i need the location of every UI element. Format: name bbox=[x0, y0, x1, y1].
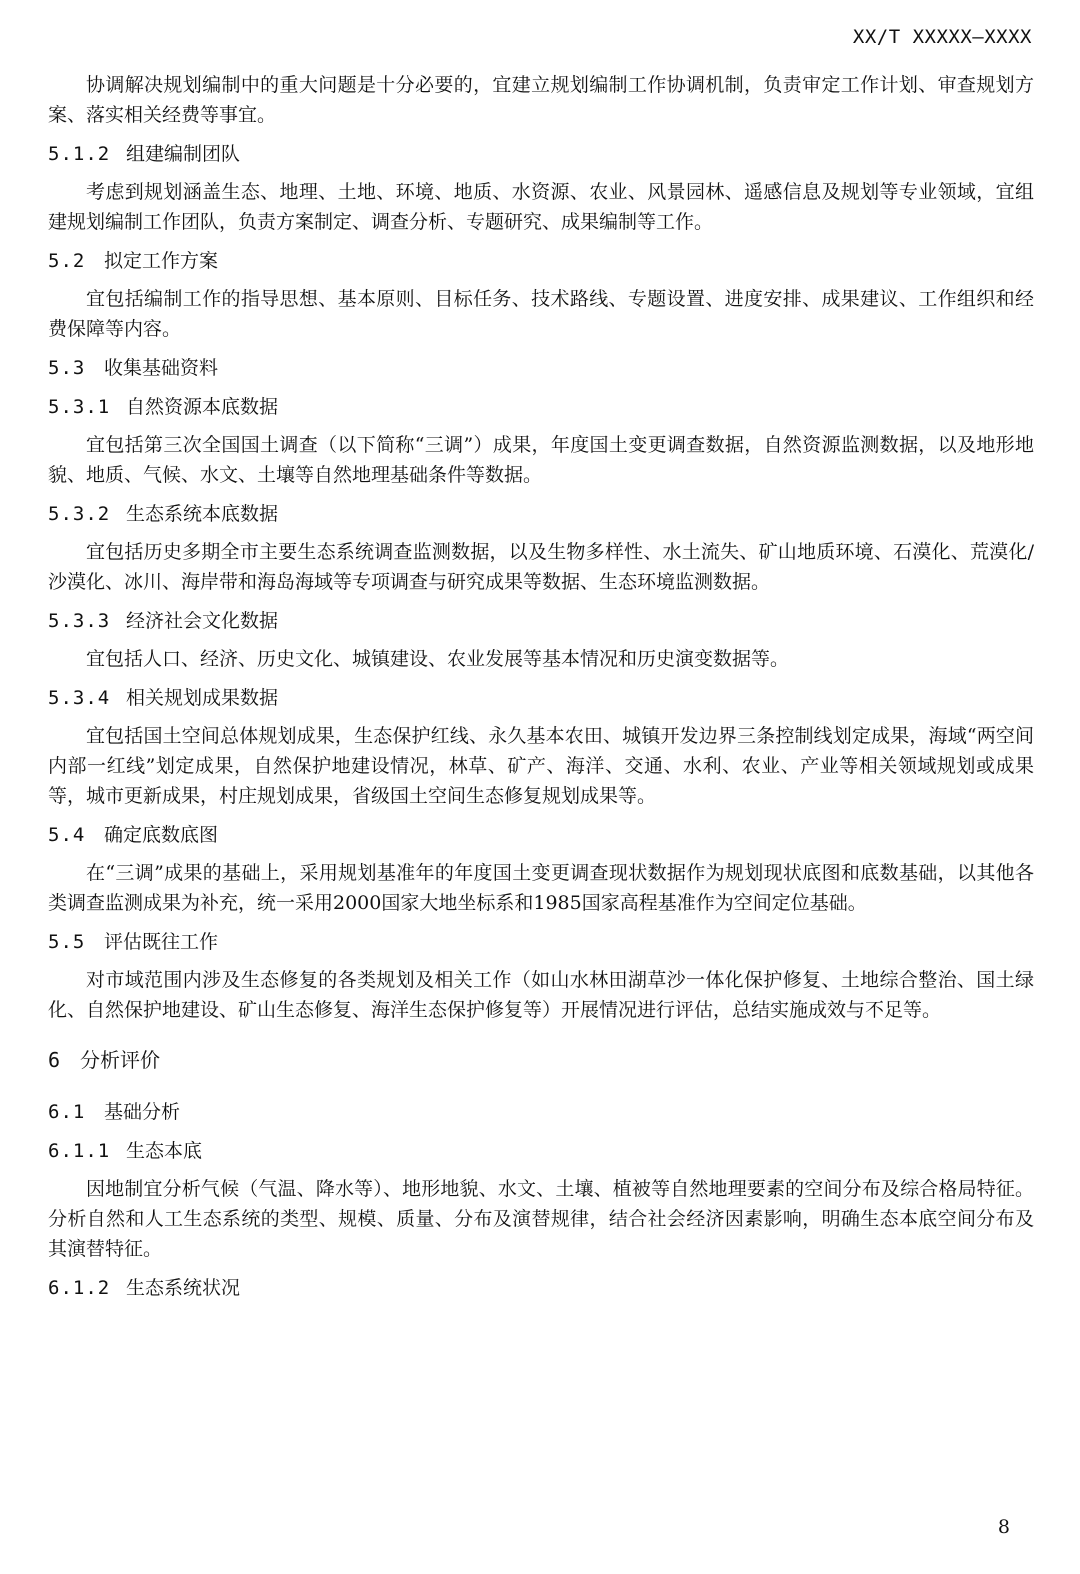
section-number: 5.3 bbox=[48, 357, 86, 379]
section-number: 5.3.1 bbox=[48, 396, 111, 418]
chapter-heading-6 bbox=[48, 1045, 1034, 1075]
heading-5-3-2 bbox=[48, 499, 1034, 529]
heading-5-3 bbox=[48, 353, 1034, 383]
heading-5-3-4 bbox=[48, 683, 1034, 713]
paragraph-5-2: 宜包括编制工作的指导思想、基本原则、目标任务、技术路线、专题设置、进度安排、成果建议、工作组织和经费保障等内容。 bbox=[48, 288, 1034, 340]
section-title: 组建编制团队 bbox=[126, 143, 241, 165]
heading-5-1-2 bbox=[48, 139, 1034, 169]
document-code: XX/T XXXXX—XXXX bbox=[852, 26, 1032, 48]
page-number: 8 bbox=[997, 1516, 1010, 1538]
heading-5-3-3 bbox=[48, 606, 1034, 636]
section-title: 收集基础资料 bbox=[104, 357, 219, 379]
paragraph-5-3-3: 宜包括人口、经济、历史文化、城镇建设、农业发展等基本情况和历史演变数据等。 bbox=[86, 648, 790, 670]
heading-6-1-2 bbox=[48, 1273, 1034, 1303]
section-title: 评估既往工作 bbox=[104, 931, 219, 953]
section-number: 5.5 bbox=[48, 931, 86, 953]
section-title: 经济社会文化数据 bbox=[126, 610, 279, 632]
paragraph-5-3-2: 宜包括历史多期全市主要生态系统调查监测数据，以及生物多样性、水土流失、矿山地质环境、石漠化、荒漠化/沙漠化、冰川、海岸带和海岛海域等专项调查与研究成果等数据、生态环境监测数据。 bbox=[48, 541, 1034, 593]
section-number: 5.3.3 bbox=[48, 610, 111, 632]
section-title: 自然资源本底数据 bbox=[126, 396, 279, 418]
paragraph-6-1-1: 因地制宜分析气候（气温、降水等）、地形地貌、水文、土壤、植被等自然地理要素的空间分布及综合格局特征。分析自然和人工生态系统的类型、规模、质量、分布及演替规律，结合社会经济因素影响，明确生态本底空间分布及其演替特征。 bbox=[48, 1178, 1034, 1260]
paragraph-5-4: 在“三调”成果的基础上，采用规划基准年的年度国土变更调查现状数据作为规划现状底图和底数基础，以其他各类调查监测成果为补充，统一采用2000国家大地坐标系和1985国家高程基准作为空间定位基础。 bbox=[48, 862, 1034, 914]
section-title: 基础分析 bbox=[104, 1101, 181, 1123]
section-number: 5.2 bbox=[48, 250, 86, 272]
section-title: 生态系统本底数据 bbox=[126, 503, 279, 525]
heading-6-1 bbox=[48, 1097, 1034, 1127]
heading-5-3-1 bbox=[48, 392, 1034, 422]
section-number: 6.1.1 bbox=[48, 1140, 111, 1162]
section-number: 5.3.4 bbox=[48, 687, 111, 709]
heading-6-1-1 bbox=[48, 1136, 1034, 1166]
paragraph-5-1-2: 考虑到规划涵盖生态、地理、土地、环境、地质、水资源、农业、风景园林、遥感信息及规划等专业领域，宜组建规划编制工作团队，负责方案制定、调查分析、专题研究、成果编制等工作。 bbox=[48, 181, 1034, 233]
section-number: 6.1 bbox=[48, 1101, 86, 1123]
paragraph-intro: 协调解决规划编制中的重大问题是十分必要的，宜建立规划编制工作协调机制，负责审定工作计划、审查规划方案、落实相关经费等事宜。 bbox=[48, 74, 1034, 126]
heading-5-2 bbox=[48, 246, 1034, 276]
section-number: 5.3.2 bbox=[48, 503, 111, 525]
document-body bbox=[48, 70, 1034, 1311]
section-title: 生态系统状况 bbox=[126, 1277, 241, 1299]
heading-5-5 bbox=[48, 927, 1034, 957]
section-number: 5.4 bbox=[48, 824, 86, 846]
section-title: 确定底数底图 bbox=[104, 824, 219, 846]
section-number: 6.1.2 bbox=[48, 1277, 111, 1299]
paragraph-5-3-1: 宜包括第三次全国国土调查（以下简称“三调”）成果，年度国土变更调查数据，自然资源监测数据，以及地形地貌、地质、气候、水文、土壤等自然地理基础条件等数据。 bbox=[48, 434, 1034, 486]
section-title: 相关规划成果数据 bbox=[126, 687, 279, 709]
chapter-number: 6 bbox=[48, 1048, 61, 1072]
chapter-title: 分析评价 bbox=[80, 1048, 160, 1072]
section-title: 生态本底 bbox=[126, 1140, 203, 1162]
section-title: 拟定工作方案 bbox=[104, 250, 219, 272]
section-number: 5.1.2 bbox=[48, 143, 111, 165]
paragraph-5-5: 对市域范围内涉及生态修复的各类规划及相关工作（如山水林田湖草沙一体化保护修复、土地综合整治、国土绿化、自然保护地建设、矿山生态修复、海洋生态保护修复等）开展情况进行评估，总结实施成效与不足等。 bbox=[48, 969, 1034, 1021]
heading-5-4 bbox=[48, 820, 1034, 850]
paragraph-5-3-4: 宜包括国土空间总体规划成果，生态保护红线、永久基本农田、城镇开发边界三条控制线划定成果，海域“两空间内部一红线”划定成果，自然保护地建设情况，林草、矿产、海洋、交通、水利、农业、产业等相关领域规划或成果等，城市更新成果，村庄规划成果，省级国土空间生态修复规划成果等。 bbox=[48, 725, 1034, 807]
